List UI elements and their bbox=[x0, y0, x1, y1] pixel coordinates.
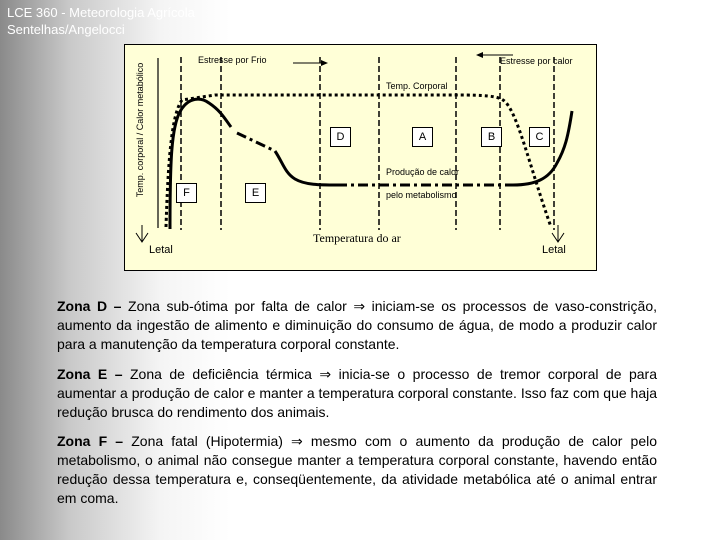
heat-production-dashdot-fall bbox=[237, 133, 275, 151]
zone-f-box: F bbox=[176, 183, 197, 203]
zona-f-title: Zona F – bbox=[57, 433, 124, 449]
heat-production-label-2: pelo metabolismo bbox=[386, 190, 457, 200]
course-title: LCE 360 - Meteorologia Agrícola bbox=[7, 5, 195, 20]
paragraph-zona-f bbox=[57, 432, 657, 508]
heat-production-label-1: Produção de calor bbox=[386, 167, 460, 177]
y-axis-label: Temp. corporal / Calor metabólico bbox=[135, 62, 145, 198]
paragraph-zona-d bbox=[57, 297, 657, 354]
x-axis-label: Temperatura do ar bbox=[313, 231, 401, 245]
zona-d-title: Zona D – bbox=[57, 298, 122, 314]
heat-production-curve-left bbox=[170, 99, 231, 229]
cold-arrow-head bbox=[321, 60, 328, 66]
course-authors: Sentelhas/Angelocci bbox=[7, 22, 125, 37]
zona-f-text: Zona fatal (Hipotermia) ⇒ mesmo com o aumento da produção de calor pelo metabolismo, o animal não consegue manter a temperatura corporal constante, havendo então redução dessa temperatura e, conseqüentemente, da atividade metabólica até o animal entrar em coma. bbox=[57, 433, 658, 506]
zone-e-box: E bbox=[245, 183, 266, 203]
zona-e-title: Zona E – bbox=[57, 366, 123, 382]
paragraph-zona-e bbox=[57, 365, 657, 422]
zone-d-box: D bbox=[330, 127, 351, 147]
heat-production-curve-middle bbox=[275, 151, 337, 185]
stress-heat-label: Estresse por calor bbox=[500, 56, 573, 66]
heat-production-curve-right bbox=[513, 111, 572, 185]
zone-c-box: C bbox=[529, 127, 550, 147]
course-header bbox=[7, 4, 195, 38]
thermal-zones-diagram bbox=[124, 44, 597, 271]
zone-a-box: A bbox=[412, 127, 433, 147]
body-temp-label: Temp. Corporal bbox=[386, 81, 448, 91]
stress-cold-label: Estresse por Frio bbox=[198, 55, 267, 65]
letal-right-label: Letal bbox=[542, 244, 566, 256]
zone-b-box: B bbox=[481, 127, 502, 147]
heat-arrow-head bbox=[476, 52, 483, 58]
letal-left-label: Letal bbox=[149, 244, 173, 256]
zona-e-text: Zona de deficiência térmica ⇒ inicia-se o processo de tremor corporal de para aumentar a produção de calor e manter a temperatura corporal constante. Isso faz com que haja redução brusca do rendimento dos animais. bbox=[57, 366, 658, 420]
zona-d-text: Zona sub-ótima por falta de calor ⇒ iniciam-se os processos de vaso-constrição, aumento da ingestão de alimento e diminuição do consumo de água, de modo a produzir calor para a manutenção da temperatura corporal constante. bbox=[57, 298, 658, 352]
